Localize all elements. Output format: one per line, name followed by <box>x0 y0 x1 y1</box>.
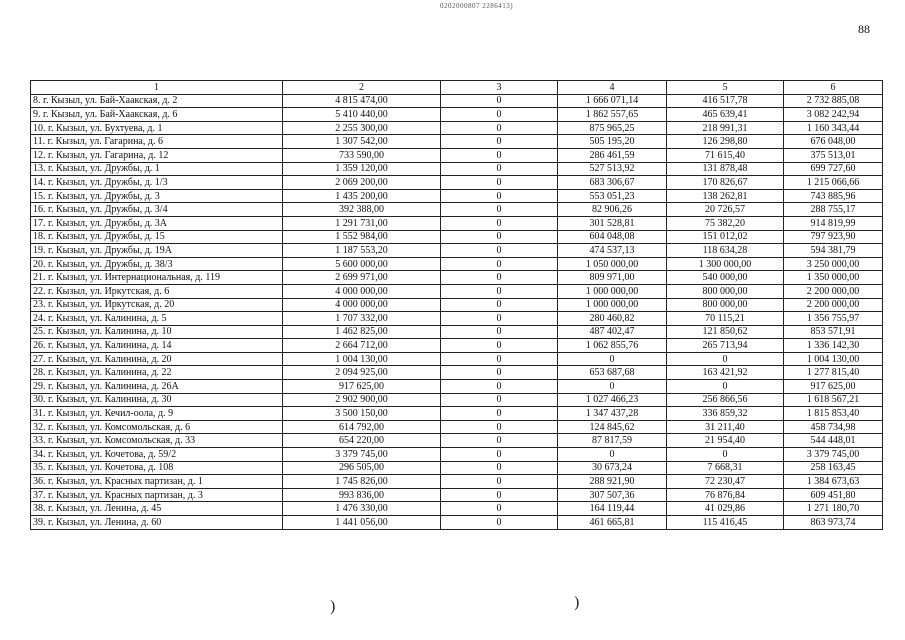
address-cell: 32. г. Кызыл, ул. Комсомольская, д. 6 <box>31 420 283 434</box>
table-row <box>31 135 883 149</box>
amount-cell: 118 634,28 <box>667 244 784 258</box>
table-row <box>31 162 883 176</box>
address-cell: 34. г. Кызыл, ул. Кочетова, д. 59/2 <box>31 448 283 462</box>
amount-cell: 286 461,59 <box>558 148 667 162</box>
amount-cell: 853 571,91 <box>784 325 883 339</box>
address-cell: 26. г. Кызыл, ул. Калинина, д. 14 <box>31 339 283 353</box>
amount-cell: 151 012,02 <box>667 230 784 244</box>
amount-cell: 336 859,32 <box>667 407 784 421</box>
amount-cell: 797 923,90 <box>784 230 883 244</box>
amount-cell: 0 <box>558 448 667 462</box>
amount-cell: 0 <box>441 488 558 502</box>
amount-cell: 1 441 056,00 <box>283 516 441 530</box>
amount-cell: 1 271 180,70 <box>784 502 883 516</box>
table-row <box>31 475 883 489</box>
table-row <box>31 176 883 190</box>
amount-cell: 683 306,67 <box>558 176 667 190</box>
amount-cell: 0 <box>558 380 667 394</box>
amount-cell: 1 336 142,30 <box>784 339 883 353</box>
amount-cell: 20 726,57 <box>667 203 784 217</box>
amount-cell: 0 <box>441 298 558 312</box>
amount-cell: 307 507,36 <box>558 488 667 502</box>
amount-cell: 1 000 000,00 <box>558 284 667 298</box>
amount-cell: 1 300 000,00 <box>667 257 784 271</box>
table-row <box>31 203 883 217</box>
table-row <box>31 502 883 516</box>
table-row <box>31 284 883 298</box>
amount-cell: 0 <box>441 284 558 298</box>
amount-cell: 280 460,82 <box>558 312 667 326</box>
amount-cell: 505 195,20 <box>558 135 667 149</box>
amount-cell: 1 347 437,28 <box>558 407 667 421</box>
amount-cell: 0 <box>441 407 558 421</box>
amount-cell: 487 402,47 <box>558 325 667 339</box>
table-row <box>31 461 883 475</box>
amount-cell: 553 051,23 <box>558 189 667 203</box>
amount-cell: 1 004 130,00 <box>784 352 883 366</box>
amount-cell: 296 505,00 <box>283 461 441 475</box>
amount-cell: 743 885,96 <box>784 189 883 203</box>
amount-cell: 875 965,25 <box>558 121 667 135</box>
amount-cell: 1 027 466,23 <box>558 393 667 407</box>
amount-cell: 461 665,81 <box>558 516 667 530</box>
amount-cell: 21 954,40 <box>667 434 784 448</box>
amount-cell: 0 <box>441 420 558 434</box>
amount-cell: 0 <box>441 461 558 475</box>
amount-cell: 0 <box>441 393 558 407</box>
address-cell: 22. г. Кызыл, ул. Иркутская, д. 6 <box>31 284 283 298</box>
amount-cell: 1 050 000,00 <box>558 257 667 271</box>
amount-cell: 0 <box>441 502 558 516</box>
address-cell: 10. г. Кызыл, ул. Бухтуева, д. 1 <box>31 121 283 135</box>
amount-cell: 458 734,98 <box>784 420 883 434</box>
address-cell: 31. г. Кызыл, ул. Кечил-оола, д. 9 <box>31 407 283 421</box>
table-row <box>31 298 883 312</box>
amount-cell: 87 817,59 <box>558 434 667 448</box>
amount-cell: 392 388,00 <box>283 203 441 217</box>
amount-cell: 809 971,00 <box>558 271 667 285</box>
amount-cell: 121 850,62 <box>667 325 784 339</box>
amount-cell: 917 625,00 <box>784 380 883 394</box>
amount-cell: 604 048,08 <box>558 230 667 244</box>
table-row <box>31 121 883 135</box>
page-number: 88 <box>858 22 870 36</box>
table-row <box>31 380 883 394</box>
table-row <box>31 189 883 203</box>
amount-cell: 75 382,20 <box>667 216 784 230</box>
amount-cell: 1 618 567,21 <box>784 393 883 407</box>
data-table <box>30 80 883 530</box>
address-cell: 25. г. Кызыл, ул. Калинина, д. 10 <box>31 325 283 339</box>
address-cell: 19. г. Кызыл, ул. Дружбы, д. 19А <box>31 244 283 258</box>
amount-cell: 654 220,00 <box>283 434 441 448</box>
table-row <box>31 244 883 258</box>
table-row <box>31 393 883 407</box>
table-row <box>31 148 883 162</box>
amount-cell: 699 727,60 <box>784 162 883 176</box>
amount-cell: 2 902 900,00 <box>283 393 441 407</box>
amount-cell: 138 262,81 <box>667 189 784 203</box>
amount-cell: 131 878,48 <box>667 162 784 176</box>
address-cell: 12. г. Кызыл, ул. Гагарина, д. 12 <box>31 148 283 162</box>
header-row <box>31 81 883 95</box>
amount-cell: 1 062 855,76 <box>558 339 667 353</box>
amount-cell: 863 973,74 <box>784 516 883 530</box>
address-cell: 21. г. Кызыл, ул. Интернациональная, д. 119 <box>31 271 283 285</box>
amount-cell: 2 094 925,00 <box>283 366 441 380</box>
amount-cell: 3 250 000,00 <box>784 257 883 271</box>
amount-cell: 2 664 712,00 <box>283 339 441 353</box>
table-row <box>31 366 883 380</box>
address-cell: 36. г. Кызыл, ул. Красных партизан, д. 1 <box>31 475 283 489</box>
amount-cell: 0 <box>667 352 784 366</box>
amount-cell: 164 119,44 <box>558 502 667 516</box>
amount-cell: 1 476 330,00 <box>283 502 441 516</box>
address-cell: 37. г. Кызыл, ул. Красных партизан, д. 3 <box>31 488 283 502</box>
amount-cell: 917 625,00 <box>283 380 441 394</box>
address-cell: 11. г. Кызыл, ул. Гагарина, д. 6 <box>31 135 283 149</box>
amount-cell: 416 517,78 <box>667 94 784 108</box>
amount-cell: 0 <box>558 352 667 366</box>
amount-cell: 72 230,47 <box>667 475 784 489</box>
amount-cell: 1 815 853,40 <box>784 407 883 421</box>
amount-cell: 3 379 745,00 <box>283 448 441 462</box>
amount-cell: 474 537,13 <box>558 244 667 258</box>
amount-cell: 76 876,84 <box>667 488 784 502</box>
table-row <box>31 434 883 448</box>
address-cell: 15. г. Кызыл, ул. Дружбы, д. 3 <box>31 189 283 203</box>
amount-cell: 1 350 000,00 <box>784 271 883 285</box>
amount-cell: 288 921,90 <box>558 475 667 489</box>
amount-cell: 163 421,92 <box>667 366 784 380</box>
amount-cell: 733 590,00 <box>283 148 441 162</box>
amount-cell: 0 <box>441 366 558 380</box>
pen-mark-right: ) <box>574 594 580 611</box>
amount-cell: 126 298,80 <box>667 135 784 149</box>
amount-cell: 1 277 815,40 <box>784 366 883 380</box>
amount-cell: 1 187 553,20 <box>283 244 441 258</box>
address-cell: 38. г. Кызыл, ул. Ленина, д. 45 <box>31 502 283 516</box>
amount-cell: 0 <box>441 271 558 285</box>
amount-cell: 1 862 557,65 <box>558 108 667 122</box>
amount-cell: 170 826,67 <box>667 176 784 190</box>
amount-cell: 1 291 731,00 <box>283 216 441 230</box>
address-cell: 14. г. Кызыл, ул. Дружбы, д. 1/3 <box>31 176 283 190</box>
amount-cell: 0 <box>441 176 558 190</box>
table-row <box>31 257 883 271</box>
address-cell: 9. г. Кызыл, ул. Бай-Хаакская, д. 6 <box>31 108 283 122</box>
amount-cell: 0 <box>441 448 558 462</box>
table-row <box>31 339 883 353</box>
table-row <box>31 516 883 530</box>
amount-cell: 0 <box>441 135 558 149</box>
amount-cell: 1 384 673,63 <box>784 475 883 489</box>
table-row <box>31 108 883 122</box>
amount-cell: 653 687,68 <box>558 366 667 380</box>
amount-cell: 1 707 332,00 <box>283 312 441 326</box>
amount-cell: 2 069 200,00 <box>283 176 441 190</box>
amount-cell: 301 528,81 <box>558 216 667 230</box>
amount-cell: 594 381,79 <box>784 244 883 258</box>
amount-cell: 0 <box>441 108 558 122</box>
amount-cell: 614 792,00 <box>283 420 441 434</box>
amount-cell: 1 160 343,44 <box>784 121 883 135</box>
column-header: 4 <box>558 81 667 95</box>
address-cell: 16. г. Кызыл, ул. Дружбы, д. 3/4 <box>31 203 283 217</box>
amount-cell: 375 513,01 <box>784 148 883 162</box>
table-row <box>31 420 883 434</box>
amount-cell: 70 115,21 <box>667 312 784 326</box>
amount-cell: 82 906,26 <box>558 203 667 217</box>
column-header: 3 <box>441 81 558 95</box>
amount-cell: 0 <box>667 380 784 394</box>
address-cell: 27. г. Кызыл, ул. Калинина, д. 20 <box>31 352 283 366</box>
table-row <box>31 312 883 326</box>
table-row <box>31 407 883 421</box>
address-cell: 20. г. Кызыл, ул. Дружбы, д. 38/3 <box>31 257 283 271</box>
amount-cell: 465 639,41 <box>667 108 784 122</box>
amount-cell: 2 699 971,00 <box>283 271 441 285</box>
address-cell: 30. г. Кызыл, ул. Калинина, д. 30 <box>31 393 283 407</box>
amount-cell: 1 307 542,00 <box>283 135 441 149</box>
amount-cell: 0 <box>441 230 558 244</box>
address-cell: 35. г. Кызыл, ул. Кочетова, д. 108 <box>31 461 283 475</box>
amount-cell: 676 048,00 <box>784 135 883 149</box>
amount-cell: 0 <box>441 352 558 366</box>
address-cell: 39. г. Кызыл, ул. Ленина, д. 60 <box>31 516 283 530</box>
amount-cell: 71 615,40 <box>667 148 784 162</box>
amount-cell: 0 <box>441 162 558 176</box>
table-row <box>31 271 883 285</box>
amount-cell: 1 215 066,66 <box>784 176 883 190</box>
amount-cell: 0 <box>441 121 558 135</box>
amount-cell: 2 200 000,00 <box>784 284 883 298</box>
amount-cell: 258 163,45 <box>784 461 883 475</box>
amount-cell: 31 211,40 <box>667 420 784 434</box>
table-row <box>31 488 883 502</box>
amount-cell: 2 732 885,08 <box>784 94 883 108</box>
address-cell: 24. г. Кызыл, ул. Калинина, д. 5 <box>31 312 283 326</box>
table-row <box>31 230 883 244</box>
amount-cell: 527 513,92 <box>558 162 667 176</box>
address-cell: 8. г. Кызыл, ул. Бай-Хаакская, д. 2 <box>31 94 283 108</box>
amount-cell: 800 000,00 <box>667 298 784 312</box>
table-row <box>31 325 883 339</box>
amount-cell: 1 666 071,14 <box>558 94 667 108</box>
amount-cell: 800 000,00 <box>667 284 784 298</box>
amount-cell: 30 673,24 <box>558 461 667 475</box>
amount-cell: 256 866,56 <box>667 393 784 407</box>
amount-cell: 0 <box>441 94 558 108</box>
amount-cell: 0 <box>441 516 558 530</box>
amount-cell: 3 379 745,00 <box>784 448 883 462</box>
amount-cell: 288 755,17 <box>784 203 883 217</box>
amount-cell: 124 845,62 <box>558 420 667 434</box>
amount-cell: 0 <box>441 339 558 353</box>
amount-cell: 1 000 000,00 <box>558 298 667 312</box>
amount-cell: 0 <box>441 380 558 394</box>
amount-cell: 609 451,80 <box>784 488 883 502</box>
amount-cell: 544 448,01 <box>784 434 883 448</box>
pen-mark-left: ) <box>330 598 336 615</box>
table-row <box>31 94 883 108</box>
amount-cell: 1 462 825,00 <box>283 325 441 339</box>
address-cell: 18. г. Кызыл, ул. Дружбы, д. 15 <box>31 230 283 244</box>
table-row <box>31 448 883 462</box>
amount-cell: 4 000 000,00 <box>283 284 441 298</box>
amount-cell: 0 <box>441 216 558 230</box>
amount-cell: 5 410 440,00 <box>283 108 441 122</box>
amount-cell: 265 713,94 <box>667 339 784 353</box>
amount-cell: 1 552 984,00 <box>283 230 441 244</box>
amount-cell: 0 <box>667 448 784 462</box>
address-cell: 28. г. Кызыл, ул. Калинина, д. 22 <box>31 366 283 380</box>
amount-cell: 4 815 474,00 <box>283 94 441 108</box>
table-row <box>31 352 883 366</box>
amount-cell: 540 000,00 <box>667 271 784 285</box>
amount-cell: 0 <box>441 434 558 448</box>
amount-cell: 914 819,99 <box>784 216 883 230</box>
column-header: 5 <box>667 81 784 95</box>
amount-cell: 1 745 826,00 <box>283 475 441 489</box>
amount-cell: 993 836,00 <box>283 488 441 502</box>
table-body <box>31 94 883 529</box>
amount-cell: 3 082 242,94 <box>784 108 883 122</box>
amount-cell: 0 <box>441 312 558 326</box>
amount-cell: 4 000 000,00 <box>283 298 441 312</box>
amount-cell: 0 <box>441 244 558 258</box>
amount-cell: 2 200 000,00 <box>784 298 883 312</box>
amount-cell: 1 435 200,00 <box>283 189 441 203</box>
address-cell: 23. г. Кызыл, ул. Иркутская, д. 20 <box>31 298 283 312</box>
document-code: 0202000807 2286413) <box>440 2 514 10</box>
amount-cell: 0 <box>441 257 558 271</box>
column-header: 1 <box>31 81 283 95</box>
column-header: 2 <box>283 81 441 95</box>
amount-cell: 0 <box>441 148 558 162</box>
address-cell: 29. г. Кызыл, ул. Калинина, д. 26А <box>31 380 283 394</box>
address-cell: 17. г. Кызыл, ул. Дружбы, д. 3А <box>31 216 283 230</box>
amount-cell: 2 255 300,00 <box>283 121 441 135</box>
amount-cell: 1 356 755,97 <box>784 312 883 326</box>
address-cell: 33. г. Кызыл, ул. Комсомольская, д. 33 <box>31 434 283 448</box>
amount-cell: 41 029,86 <box>667 502 784 516</box>
amount-cell: 115 416,45 <box>667 516 784 530</box>
amount-cell: 1 004 130,00 <box>283 352 441 366</box>
table-row <box>31 216 883 230</box>
amount-cell: 0 <box>441 203 558 217</box>
amount-cell: 5 600 000,00 <box>283 257 441 271</box>
amount-cell: 0 <box>441 325 558 339</box>
address-cell: 13. г. Кызыл, ул. Дружбы, д. 1 <box>31 162 283 176</box>
amount-cell: 218 991,31 <box>667 121 784 135</box>
amount-cell: 0 <box>441 475 558 489</box>
amount-cell: 7 668,31 <box>667 461 784 475</box>
column-header: 6 <box>784 81 883 95</box>
amount-cell: 0 <box>441 189 558 203</box>
amount-cell: 3 500 150,00 <box>283 407 441 421</box>
amount-cell: 1 359 120,00 <box>283 162 441 176</box>
